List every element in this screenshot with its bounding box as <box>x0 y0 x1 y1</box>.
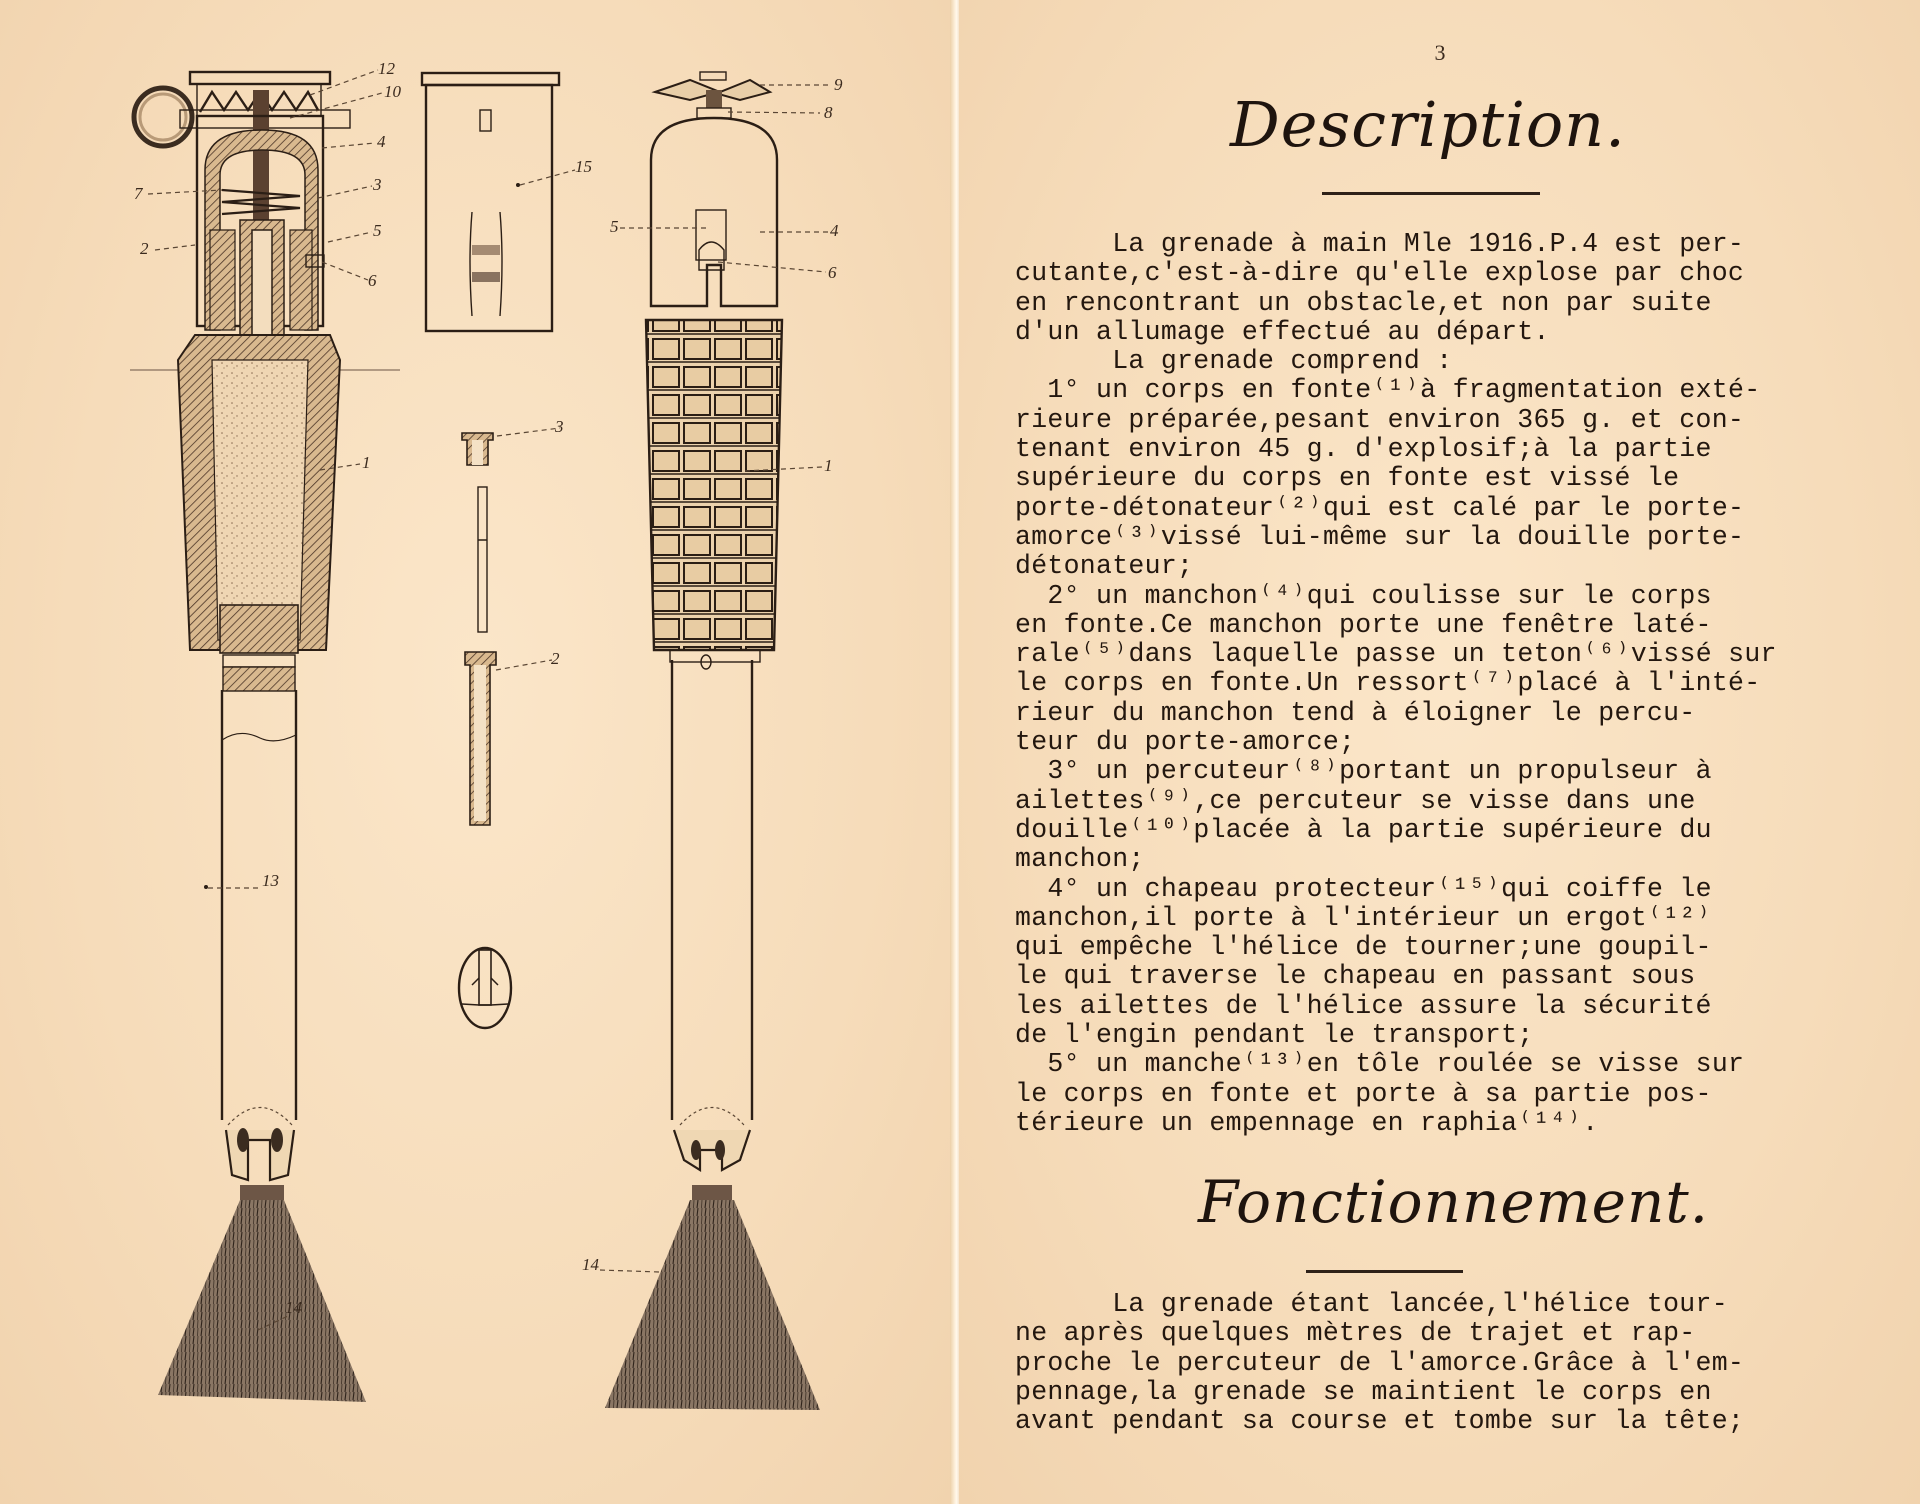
pull-ring <box>134 88 192 146</box>
text-line: en fonte.Ce manchon porte une fenêtre laté- <box>1015 609 1712 640</box>
section-heading-fonctionnement: Fonctionnement. <box>1198 1168 1710 1236</box>
tail-binding <box>240 1185 284 1201</box>
text-line: La grenade comprend : <box>1015 346 1453 377</box>
label-10: 10 <box>384 82 401 101</box>
heading-underline <box>1306 1270 1463 1273</box>
cutaway-edge <box>222 733 296 740</box>
section-heading-description: Description. <box>1230 88 1626 161</box>
text-line: rieur du manchon tend à éloigner le percu- <box>1015 697 1696 728</box>
label-7: 7 <box>134 184 143 203</box>
text-line: qui empêche l'hélice de tourner;une goupil- <box>1015 932 1712 963</box>
exploded-parts-figure <box>459 433 511 1028</box>
text-line: les ailettes de l'hélice assure la sécurité <box>1015 990 1712 1021</box>
text-line: ne après quelques mètres de trajet et rap- <box>1015 1318 1696 1349</box>
label-12: 12 <box>378 59 395 78</box>
text-line: rieure préparée,pesant environ 365 g. et con- <box>1015 404 1745 435</box>
protective-cap-figure <box>422 73 559 331</box>
text-line: le corps en fonte.Un ressort⁽⁷⁾placé à l'inté- <box>1015 668 1761 699</box>
text-line: avant pendant sa course et tombe sur la tête; <box>1015 1406 1745 1437</box>
label-14b: 14 <box>582 1255 599 1274</box>
label-2: 2 <box>140 239 149 258</box>
label-4: 4 <box>377 132 386 151</box>
label-13: 13 <box>262 871 279 890</box>
text-line: 2° un manchon⁽⁴⁾qui coulisse sur le corps <box>1015 580 1712 611</box>
label-2b: 2 <box>551 649 560 668</box>
text-line: supérieure du corps en fonte est vissé le <box>1015 463 1680 494</box>
text-line: en rencontrant un obstacle,et non par suite <box>1015 287 1712 318</box>
text-line: La grenade étant lancée,l'hélice tour- <box>1015 1289 1728 1319</box>
text-line: détonateur; <box>1015 551 1194 582</box>
label-4b: 4 <box>830 221 839 240</box>
heading-underline <box>1322 192 1540 195</box>
text-line: pennage,la grenade se maintient le corps en <box>1015 1376 1712 1407</box>
text-line: 5° un manche⁽¹³⁾en tôle roulée se visse sur <box>1015 1049 1745 1080</box>
label-3b: 3 <box>555 417 564 436</box>
grenade-technical-drawings <box>0 0 953 1504</box>
text-line: teur du porte-amorce; <box>1015 727 1356 758</box>
text-line: douille⁽¹⁰⁾placée à la partie supérieure du <box>1015 814 1712 845</box>
text-line: amorce⁽³⁾vissé lui-même sur la douille porte- <box>1015 521 1745 552</box>
left-page <box>0 0 953 1504</box>
text-line: manchon; <box>1015 844 1145 875</box>
label-5: 5 <box>373 221 382 240</box>
text-line: cutante,c'est-à-dire qu'elle explose par choc <box>1015 258 1745 289</box>
label-15: 15 <box>575 157 592 176</box>
label-6b: 6 <box>828 263 837 282</box>
label-6: 6 <box>368 271 377 290</box>
description-body <box>1015 230 1845 1138</box>
label-14: 14 <box>285 1298 302 1317</box>
text-line: d'un allumage effectué au départ. <box>1015 316 1550 347</box>
label-1b: 1 <box>824 456 833 475</box>
text-line: le qui traverse le chapeau en passant sous <box>1015 961 1696 992</box>
label-1: 1 <box>362 453 371 472</box>
label-9: 9 <box>834 75 843 94</box>
label-5b: 5 <box>610 217 619 236</box>
label-3: 3 <box>373 175 382 194</box>
text-line: 4° un chapeau protecteur⁽¹⁵⁾qui coiffe le <box>1015 873 1712 904</box>
text-line: rale⁽⁵⁾dans laquelle passe un teton⁽⁶⁾vissé sur <box>1015 639 1777 670</box>
fonctionnement-body <box>1015 1290 1845 1436</box>
raphia-tail <box>158 1200 366 1402</box>
striker <box>253 90 269 240</box>
label-8: 8 <box>824 103 833 122</box>
text-line: 3° un percuteur⁽⁸⁾portant un propulseur à <box>1015 756 1712 787</box>
text-line: La grenade à main Mle 1916.P.4 est per- <box>1015 229 1745 259</box>
cross-section-figure <box>134 72 366 1402</box>
external-view-figure <box>605 72 820 1410</box>
fin-end-view <box>459 948 511 1028</box>
text-line: porte-détonateur⁽²⁾qui est calé par le porte- <box>1015 492 1745 523</box>
page-number: 3 <box>1434 40 1446 65</box>
text-line: proche le percuteur de l'amorce.Grâce à l'em- <box>1015 1347 1745 1378</box>
text-line: ailettes⁽⁹⁾,ce percuteur se visse dans une <box>1015 785 1696 816</box>
text-line: de l'engin pendant le transport; <box>1015 1020 1534 1051</box>
text-line: térieure un empennage en raphia⁽¹⁴⁾. <box>1015 1107 1599 1138</box>
text-line: tenant environ 45 g. d'explosif;à la partie <box>1015 434 1712 465</box>
text-line: manchon,il porte à l'intérieur un ergot⁽¹²⁾ <box>1015 902 1712 933</box>
text-line: le corps en fonte et porte à sa partie pos- <box>1015 1078 1712 1109</box>
text-line: 1° un corps en fonte⁽¹⁾à fragmentation exté- <box>1015 375 1761 406</box>
